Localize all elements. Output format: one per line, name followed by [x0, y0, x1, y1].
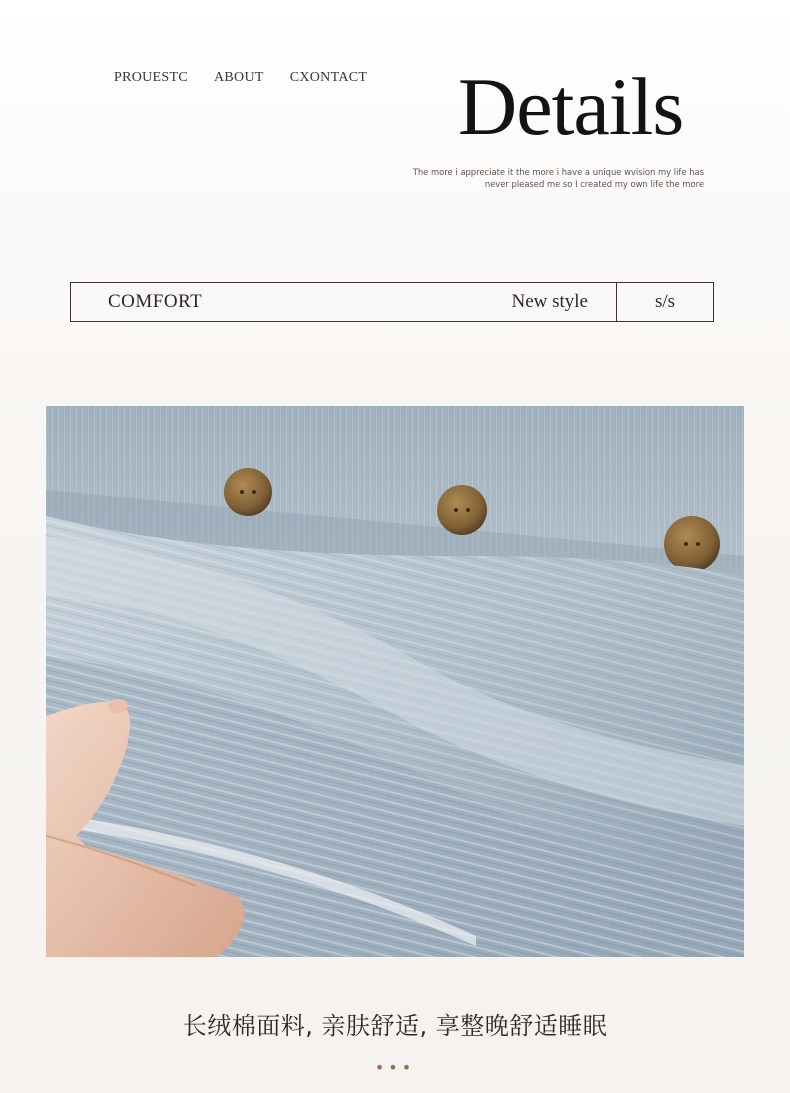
fabric-photo: [46, 406, 744, 957]
nav-item-products[interactable]: PROUESTC: [114, 70, 188, 85]
caption: 长绒棉面料, 亲肤舒适, 享整晚舒适睡眠: [182, 1012, 608, 1040]
tag-bar: [70, 282, 714, 322]
nav-item-about[interactable]: ABOUT: [213, 70, 264, 85]
top-nav: [114, 70, 367, 86]
pagination-dots: •••: [374, 1058, 416, 1077]
button-3-icon: [664, 516, 720, 572]
tag-new-style: New style: [511, 291, 588, 312]
hero-subtitle-line-2: never pleased me so I created my own life the more: [484, 179, 704, 189]
page-title: Details: [458, 61, 684, 152]
tag-season: s/s: [654, 291, 676, 312]
hero-subtitle: [404, 166, 704, 190]
hero-subtitle-line-1: The more i appreciate it the more i have a unique wvision my life has: [412, 167, 704, 177]
tag-comfort: COMFORT: [108, 291, 203, 312]
button-2-icon: [437, 485, 487, 535]
nav-item-contact[interactable]: CXONTACT: [289, 70, 368, 85]
fabric-illustration: [46, 406, 744, 957]
button-1-icon: [224, 468, 272, 516]
